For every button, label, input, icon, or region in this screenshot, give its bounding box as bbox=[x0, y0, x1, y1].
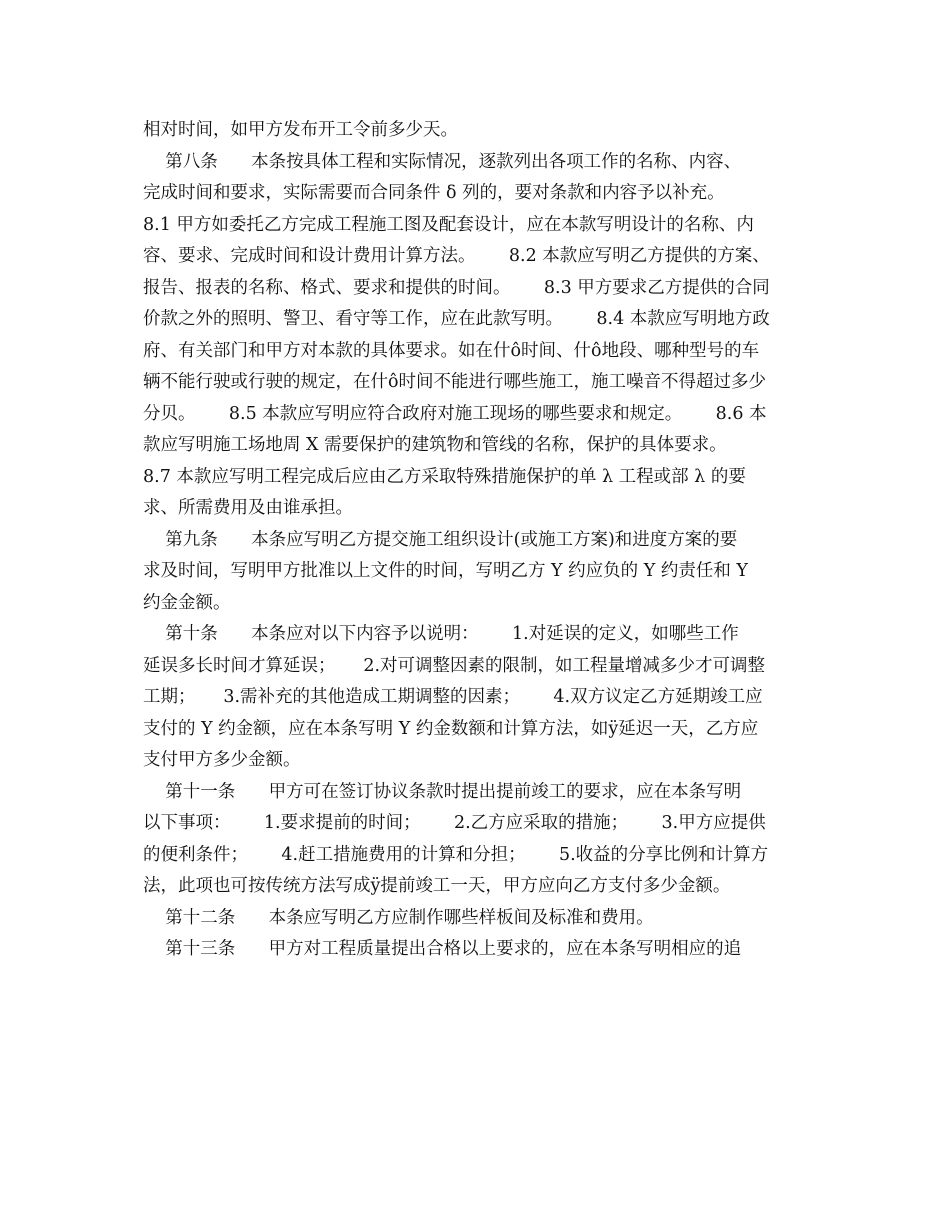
document-body bbox=[143, 115, 823, 966]
text-line: 8.1 甲方如委托乙方完成工程施工图及配套设计，应在本款写明设计的名称、内 bbox=[143, 214, 754, 235]
text-line: 款应写明施工场地周 X 需要保护的建筑物和管线的名称，保护的具体要求。 bbox=[143, 435, 727, 455]
text-line: 第十三条 甲方对工程质量提出合格以上要求的，应在本条写明相应的追 bbox=[143, 939, 742, 959]
text-line: 完成时间和要求，实际需要而合同条件 δ 列的，要对条款和内容予以补充。 bbox=[143, 183, 725, 203]
text-line: 求及时间，写明甲方批准以上文件的时间，写明乙方 Υ 约应负的 Υ 约责任和 Υ bbox=[143, 561, 748, 581]
text-line: 第十条 本条应对以下内容予以说明： 1.对延误的定义，如哪些工作 bbox=[143, 624, 739, 644]
text-line: 相对时间，如甲方发布开工令前多少天。 bbox=[143, 120, 458, 140]
text-line: 辆不能行驶或行驶的规定，在什ô时间不能进行哪些施工，施工噪音不得超过多少 bbox=[143, 372, 767, 392]
text-line: 8.7 本款应写明工程完成后应由乙方采取特殊措施保护的单 λ 工程或部 λ 的要 bbox=[143, 466, 746, 487]
text-line: 第十二条 本条应写明乙方应制作哪些样板间及标准和费用。 bbox=[143, 907, 654, 928]
text-line: 以下事项： 1.要求提前的时间； 2.乙方应采取的措施； 3.甲方应提供 bbox=[143, 813, 766, 833]
text-line: 求、所需费用及由谁承担。 bbox=[143, 498, 353, 518]
text-line: 报告、报表的名称、格式、要求和提供的时间。 8.3 甲方要求乙方提供的合同 bbox=[143, 277, 770, 298]
text-line: 府、有关部门和甲方对本款的具体要求。如在什ô时间、什ô地段、哪种型号的车 bbox=[143, 340, 760, 361]
text-line: 第九条 本条应写明乙方提交施工组织设计(或施工方案)和进度方案的要 bbox=[143, 529, 738, 550]
text-line: 支付的 Υ 约金额，应在本条写明 Υ 约金数额和计算方法，如ÿ延迟一天，乙方应 bbox=[143, 718, 759, 739]
text-line: 约金金额。 bbox=[143, 592, 231, 613]
text-line: 延误多长时间才算延误； 2.对可调整因素的限制，如工程量增减多少才可调整 bbox=[143, 655, 766, 676]
text-line: 分贝。 8.5 本款应写明应符合政府对施工现场的哪些要求和规定。 8.6 本 bbox=[143, 403, 767, 424]
text-line: 容、要求、完成时间和设计费用计算方法。 8.2 本款应写明乙方提供的方案、 bbox=[143, 246, 770, 266]
text-line: 第十一条 甲方可在签订协议条款时提出提前竣工的要求，应在本条写明 bbox=[143, 781, 742, 802]
text-line: 的便利条件； 4.赶工措施费用的计算和分担； 5.收益的分享比例和计算方 bbox=[143, 844, 769, 865]
text-line: 第八条 本条按具体工程和实际情况，逐款列出各项工作的名称、内容、 bbox=[143, 151, 742, 172]
text-line: 法，此项也可按传统方法写成ÿ提前竣工一天，甲方应向乙方支付多少金额。 bbox=[143, 876, 731, 896]
text-line: 工期； 3.需补充的其他造成工期调整的因素； 4.双方议定乙方延期竣工应 bbox=[143, 687, 763, 707]
text-line: 支付甲方多少金额。 bbox=[143, 750, 301, 770]
text-line: 价款之外的照明、警卫、看守等工作，应在此款写明。 8.4 本款应写明地方政 bbox=[143, 309, 770, 329]
